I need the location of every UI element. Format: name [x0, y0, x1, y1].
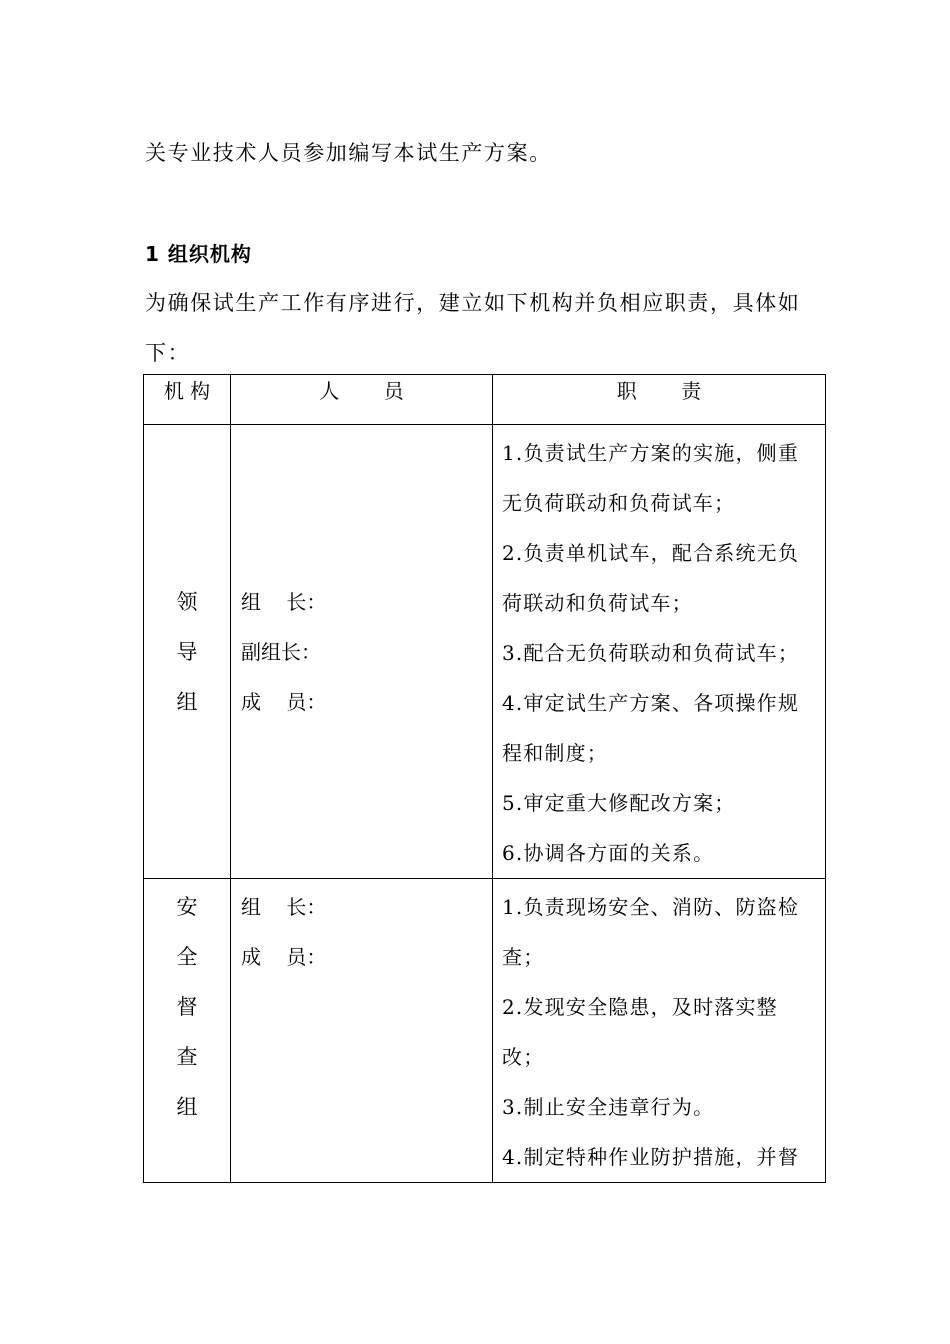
- section-heading: 1 组织机构: [145, 242, 252, 266]
- duty-line: 4.审定试生产方案、各项操作规: [502, 691, 800, 715]
- member-role: 成 员：: [241, 945, 327, 969]
- org-name-char: 督: [176, 995, 198, 1019]
- org-name-char: 安: [176, 895, 198, 919]
- duty-line: 6.协调各方面的关系。: [502, 841, 715, 865]
- duty-line: 2.负责单机试车，配合系统无负: [502, 541, 800, 565]
- duty-line: 1.负责现场安全、消防、防盗检: [502, 895, 800, 919]
- duty-line: 荷联动和负荷试车；: [502, 591, 693, 615]
- duty-line: 3.配合无负荷联动和负荷试车；: [502, 641, 800, 665]
- header-org: 机 构: [144, 375, 231, 425]
- duties-cell: [493, 879, 826, 1183]
- duty-line: 改；: [502, 1045, 545, 1069]
- duty-line: 无负荷联动和负荷试车；: [502, 491, 736, 515]
- member-role: 组 长：: [241, 589, 327, 614]
- org-name-char: 查: [176, 1045, 198, 1069]
- member-role: 组 长：: [241, 895, 327, 919]
- duty-line: 2.发现安全隐患，及时落实整: [502, 995, 778, 1019]
- org-name-char: 领: [176, 589, 198, 614]
- members-cell: [231, 425, 493, 879]
- org-name-char: 组: [176, 689, 198, 714]
- duty-line: 查；: [502, 945, 545, 969]
- duty-line: 5.审定重大修配改方案；: [502, 791, 736, 815]
- org-name-char: 组: [176, 1095, 198, 1119]
- duty-line: 程和制度；: [502, 741, 608, 765]
- paragraph-line: 为确保试生产工作有序进行，建立如下机构并负相应职责，具体如: [145, 291, 801, 315]
- org-name-cell: [144, 425, 231, 879]
- header-members: 人 员: [231, 375, 493, 425]
- org-name-cell: [144, 879, 231, 1183]
- table-row: [144, 879, 826, 1183]
- table-header-row: [144, 375, 826, 425]
- table-row: [144, 425, 826, 879]
- duties-cell: [493, 425, 826, 879]
- duty-line: 1.负责试生产方案的实施，侧重: [502, 441, 800, 465]
- member-role: 成 员：: [241, 689, 327, 714]
- duty-line: 3.制止安全违章行为。: [502, 1095, 715, 1119]
- member-role: 副组长：: [241, 639, 321, 664]
- duty-line: 4.制定特种作业防护措施，并督: [502, 1145, 800, 1169]
- members-cell: [231, 879, 493, 1183]
- intro-line: 关专业技术人员参加编写本试生产方案。: [145, 141, 552, 165]
- header-duties: 职 责: [493, 375, 826, 425]
- org-name-char: 全: [176, 945, 198, 969]
- org-name-char: 导: [176, 639, 198, 664]
- organization-table: [143, 374, 826, 1183]
- paragraph-line: 下：: [145, 341, 191, 365]
